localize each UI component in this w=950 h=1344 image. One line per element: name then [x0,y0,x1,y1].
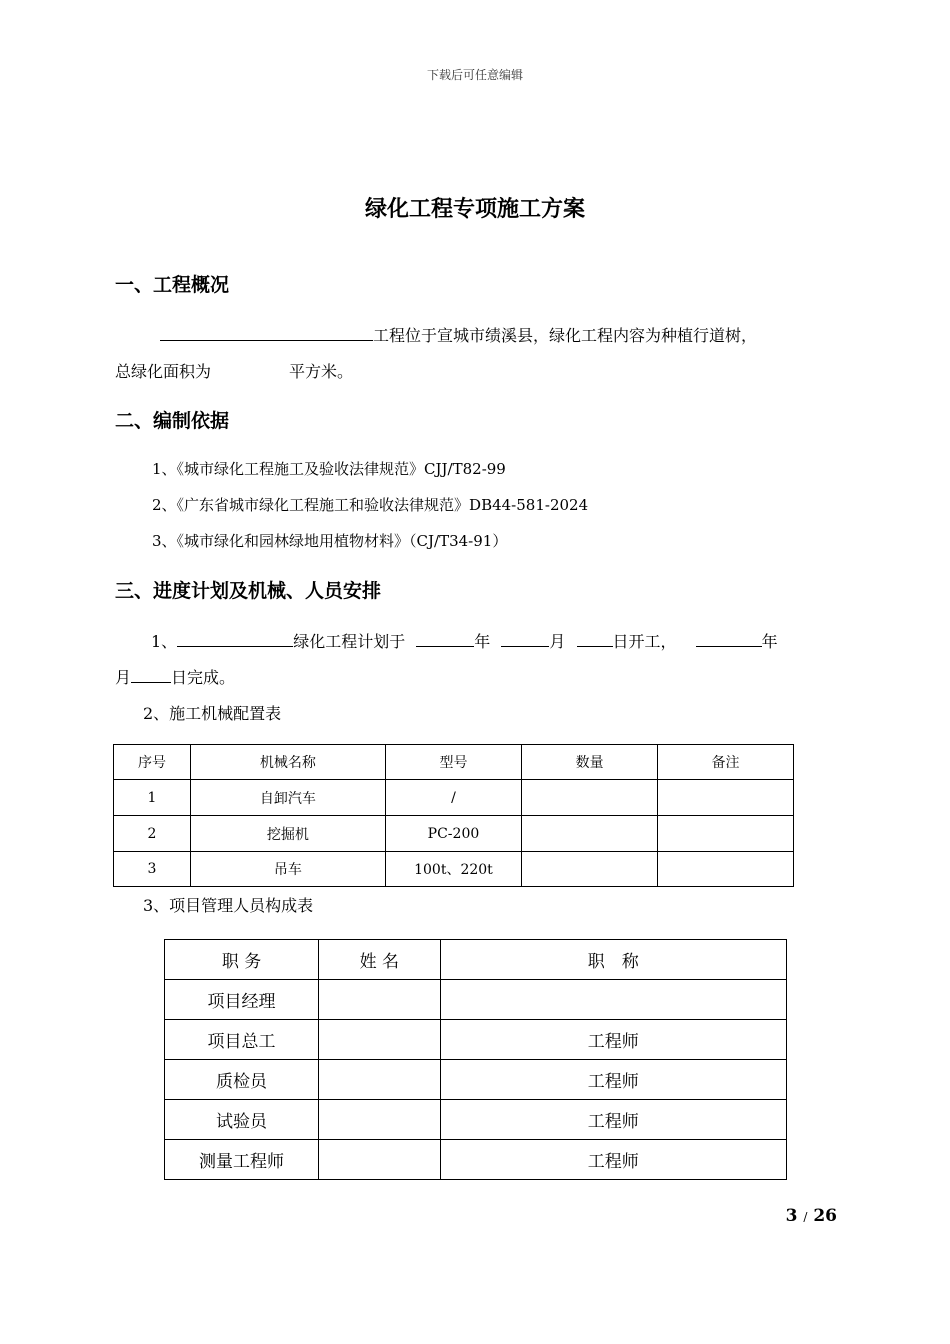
table-cell: 试验员 [165,1100,319,1140]
table-cell: 工程师 [440,1020,786,1060]
table-cell [319,1140,441,1180]
header-cell: 型号 [385,745,521,780]
table-cell: 3 [114,852,191,887]
table-cell [319,1020,441,1060]
table-cell [440,980,786,1020]
schedule-num: 1、 [151,632,178,651]
page-header-note: 下载后可任意编辑 [426,68,523,82]
table-cell: 项目总工 [165,1020,319,1060]
header-cell: 职 称 [440,940,786,980]
table-row [165,1020,787,1060]
end-month-label: 月 [115,668,132,687]
section-heading-schedule: 三、进度计划及机械、人员安排 [115,580,382,602]
table-cell: 2 [114,816,191,852]
table-row [114,816,794,852]
table-cell [522,852,658,887]
table-cell [658,852,794,887]
reference-item: 3、《城市绿化和园林绿地用植物材料》（CJ/T34-91） [152,532,508,550]
start-month-label: 月 [549,632,566,651]
overview-line2-a: 总绿化面积为 [115,362,212,381]
table-cell: 1 [114,780,191,816]
end-year-label: 年 [761,632,778,651]
table-cell: 工程师 [440,1060,786,1100]
table-cell: 质检员 [165,1060,319,1100]
header-cell: 姓 名 [319,940,441,980]
overview-paragraph [115,322,837,346]
reference-item: 2、《广东省城市绿化工程施工和验收法律规范》DB44-581-2024 [152,496,589,514]
overview-line2-b: 平方米。 [289,362,354,381]
table-row [165,980,787,1020]
table-cell [658,780,794,816]
table-header-row [165,940,787,980]
header-cell: 备注 [658,745,794,780]
section-heading-overview: 一、工程概况 [115,274,230,296]
table-cell [319,1060,441,1100]
table-row [165,1060,787,1100]
start-year-label: 年 [474,632,491,651]
table-row [114,852,794,887]
overview-line1: 工程位于宣城市绩溪县，绿化工程内容为种植行道树， [373,326,758,345]
machine-config-table [113,744,794,887]
table-cell: / [385,780,521,816]
end-day-label: 日完成。 [171,668,236,687]
current-page: 3 [785,1206,798,1226]
table-cell [319,980,441,1020]
schedule-text-a: 绿化工程计划于 [293,632,406,651]
table-cell: 测量工程师 [165,1140,319,1180]
header-cell: 数量 [522,745,658,780]
table-row [165,1140,787,1180]
table-cell: 100t、220t [385,852,521,887]
end-day-blank [131,664,171,683]
table-cell: 吊车 [190,852,385,887]
project-name-blank [160,322,373,341]
schedule-line2 [115,664,837,688]
schedule-line1 [115,628,837,652]
table-cell: 挖掘机 [190,816,385,852]
table-row [165,1100,787,1140]
header-cell: 机械名称 [190,745,385,780]
total-pages: 26 [813,1206,837,1226]
table-cell: 项目经理 [165,980,319,1020]
table-row [114,780,794,816]
document-title: 绿化工程专项施工方案 [364,197,585,222]
staff-table [164,939,787,1180]
header-cell: 序号 [114,745,191,780]
table-cell [522,780,658,816]
project-blank [177,628,293,647]
table-cell: 自卸汽车 [190,780,385,816]
table-cell [658,816,794,852]
machine-table-caption: 2、施工机械配置表 [143,704,282,723]
table-cell: PC-200 [385,816,521,852]
start-day-blank [577,628,613,647]
table-cell: 工程师 [440,1140,786,1180]
table-cell: 工程师 [440,1100,786,1140]
page-number [786,1206,837,1226]
page-separator: / [803,1210,808,1224]
header-cell: 职 务 [165,940,319,980]
start-day-label: 日开工， [612,632,677,651]
staff-table-caption: 3、项目管理人员构成表 [143,896,314,915]
table-header-row [114,745,794,780]
reference-item: 1、《城市绿化工程施工及验收法律规范》CJJ/T82-99 [152,460,506,478]
table-cell [319,1100,441,1140]
section-heading-basis: 二、编制依据 [115,410,230,432]
end-year-blank [696,628,762,647]
start-year-blank [416,628,474,647]
table-cell [522,816,658,852]
start-month-blank [501,628,549,647]
overview-paragraph-line2 [115,359,837,382]
